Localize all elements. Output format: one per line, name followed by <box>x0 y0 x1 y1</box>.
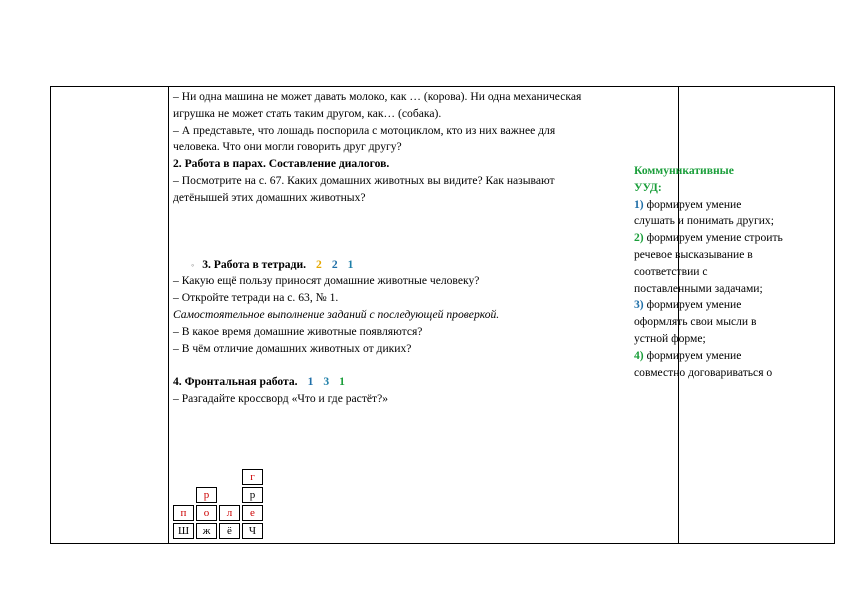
uud-item-text: формируем умение совместно договариваться о <box>634 348 773 379</box>
crossword-cell: Ш <box>173 523 194 539</box>
uud-item-number: 2) <box>634 231 644 245</box>
lesson-line: – Какую ещё пользу приносят домашние животные человеку? <box>173 274 480 288</box>
lesson-content <box>173 89 678 408</box>
uud-item <box>634 297 784 347</box>
lesson-line: – А представьте, что лошадь поспорила с мотоциклом, кто из них важнее для <box>173 123 556 137</box>
section-2-title: 2. Работа в парах. Составление диалогов. <box>173 157 390 171</box>
bullet-icon: ◦ <box>191 259 195 270</box>
mark-badge: 1 <box>307 375 314 389</box>
lesson-line: игрушка не может стать таким другом, как… (собака). <box>173 106 442 120</box>
uud-item-text: формируем умение строить речевое высказывание в соответствии с поставленными задачами; <box>634 231 783 295</box>
lesson-line: – Посмотрите на с. 67. Каких домашних животных вы видите? Как называют <box>173 173 555 187</box>
crossword-cell: р <box>196 487 217 503</box>
uud-item <box>634 197 784 231</box>
uud-item-text: формируем умение слушать и понимать других; <box>634 197 774 228</box>
lesson-line: человека. Что они могли говорить друг другу? <box>173 140 402 154</box>
crossword-cell: е <box>242 505 263 521</box>
crossword-cell: ж <box>196 523 217 539</box>
uud-item-text: формируем умение оформлять свои мысли в устной форме; <box>634 298 757 345</box>
lesson-line: – В какое время домашние животные появляются? <box>173 324 423 338</box>
crossword-cell: р <box>242 487 263 503</box>
crossword-cell: п <box>173 505 194 521</box>
uud-item-number: 3) <box>634 298 644 312</box>
crossword-cell: о <box>196 505 217 521</box>
uud-item <box>634 230 784 297</box>
lesson-line: – Откройте тетради на с. 63, № 1. <box>173 291 339 305</box>
section-4-header <box>173 374 678 391</box>
crossword-cell: Ч <box>242 523 263 539</box>
italic-note: Самостоятельное выполнение заданий с последующей проверкой. <box>173 307 500 321</box>
crossword-cell: г <box>242 469 263 485</box>
mark-badge: 1 <box>339 375 345 389</box>
section-3-header <box>173 257 678 274</box>
crossword-cell: ё <box>219 523 240 539</box>
section-3-title: 3. Работа в тетради. <box>202 257 307 271</box>
crossword <box>173 469 265 541</box>
column-divider-left <box>168 87 169 543</box>
section-4-title: 4. Фронтальная работа. <box>173 375 298 389</box>
mark-badge: 2 <box>331 257 338 271</box>
uud-heading: Коммуникативные <box>634 164 734 177</box>
mark-badge: 2 <box>316 257 322 271</box>
lesson-line: – Ни одна машина не может давать молоко, как … (корова). Ни одна механическая <box>173 90 582 103</box>
lesson-line: детёнышей этих домашних животных? <box>173 190 366 204</box>
lesson-line: – В чём отличие домашних животных от диких? <box>173 341 412 355</box>
uud-item <box>634 348 784 382</box>
uud-heading: УУД: <box>634 180 662 194</box>
crossword-cell: л <box>219 505 240 521</box>
lesson-line: – Разгадайте кроссворд «Что и где растёт?» <box>173 391 389 405</box>
side-column-uud <box>634 163 784 381</box>
mark-badge: 3 <box>323 375 330 389</box>
mark-badge: 1 <box>347 257 354 271</box>
uud-item-number: 4) <box>634 348 644 362</box>
uud-item-number: 1) <box>634 197 644 211</box>
